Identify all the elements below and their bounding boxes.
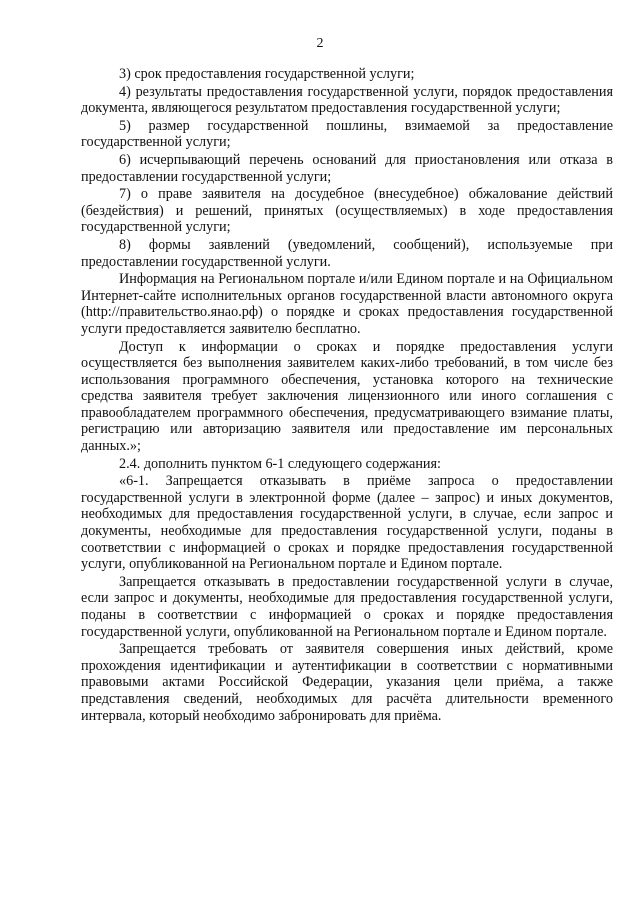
paragraph-item-8: 8) формы заявлений (уведомлений, сообщений), используемые при предоставлении государственной услуги. [81, 236, 613, 270]
paragraph-refusal-prohibition: Запрещается отказывать в предоставлении государственной услуги в случае, если запрос и документы, необходимые для предоставления государственной услуги, поданы в соответствии с информацией о сроках и порядке предоставления государственной услуги, опубликованной на Региональном портале и Едином портале. [81, 573, 613, 640]
page-number: 2 [316, 36, 324, 51]
paragraph-item-5: 5) размер государственной пошлины, взимаемой за предоставление государственной услуги; [81, 117, 613, 151]
paragraph-amendment-2-4: 2.4. дополнить пунктом 6-1 следующего содержания: [119, 455, 441, 472]
paragraph-item-3: 3) срок предоставления государственной услуги; [119, 66, 415, 82]
paragraph-portal-info: Информация на Региональном портале и/или Едином портале и на Официальном Интернет-сайте исполнительных органов государственной власти автономного округа (http://правительство.янао.рф) о порядке и сроках предоставления государственной услуги предоставляется заявителю бесплатно. [81, 271, 613, 337]
document-body [81, 66, 613, 725]
paragraph-item-6: 6) исчерпывающий перечень оснований для приостановления или отказа в предоставлении государственной услуги; [81, 151, 613, 185]
paragraph-item-4: 4) результаты предоставления государственной услуги, порядок предоставления документа, являющегося результатом предоставления государственной услуги; [81, 83, 613, 117]
paragraph-item-7: 7) о праве заявителя на досудебное (внесудебное) обжалование действий (бездействия) и решений, принятых (осуществляемых) в ходе предоставления государственной услуги; [81, 186, 613, 236]
paragraph-requirement-prohibition: Запрещается требовать от заявителя совершения иных действий, кроме прохождения идентификации и аутентификации в соответствии с нормативными правовыми актами Российской Федерации, указания цели приёма, а также представления сведений, необходимых для расчёта длительности временного интервала, который необходимо забронировать для приёма. [81, 641, 613, 724]
paragraph-clause-6-1: «6-1. Запрещается отказывать в приёме запроса о предоставлении государственной услуги в электронной форме (далее – запрос) и иных документов, необходимых для предоставления государственной услуги, в случае, если запрос и документы, необходимые для предоставления государственной услуги, поданы в соответствии с информацией о сроках и порядке предоставления государственной услуги, опубликованной на Региональном портале и Едином портале. [81, 473, 613, 573]
paragraph-access-info: Доступ к информации о сроках и порядке предоставления услуги осуществляется без выполнения заявителем каких-либо требований, в том числе без использования программного обеспечения, установка которого на технические средства заявителя требует заключения лицензионного или иного соглашения с правообладателем программного обеспечения, предусматривающего взимание платы, регистрацию или авторизацию заявителя или предоставление им персональных данных.»; [81, 338, 613, 455]
